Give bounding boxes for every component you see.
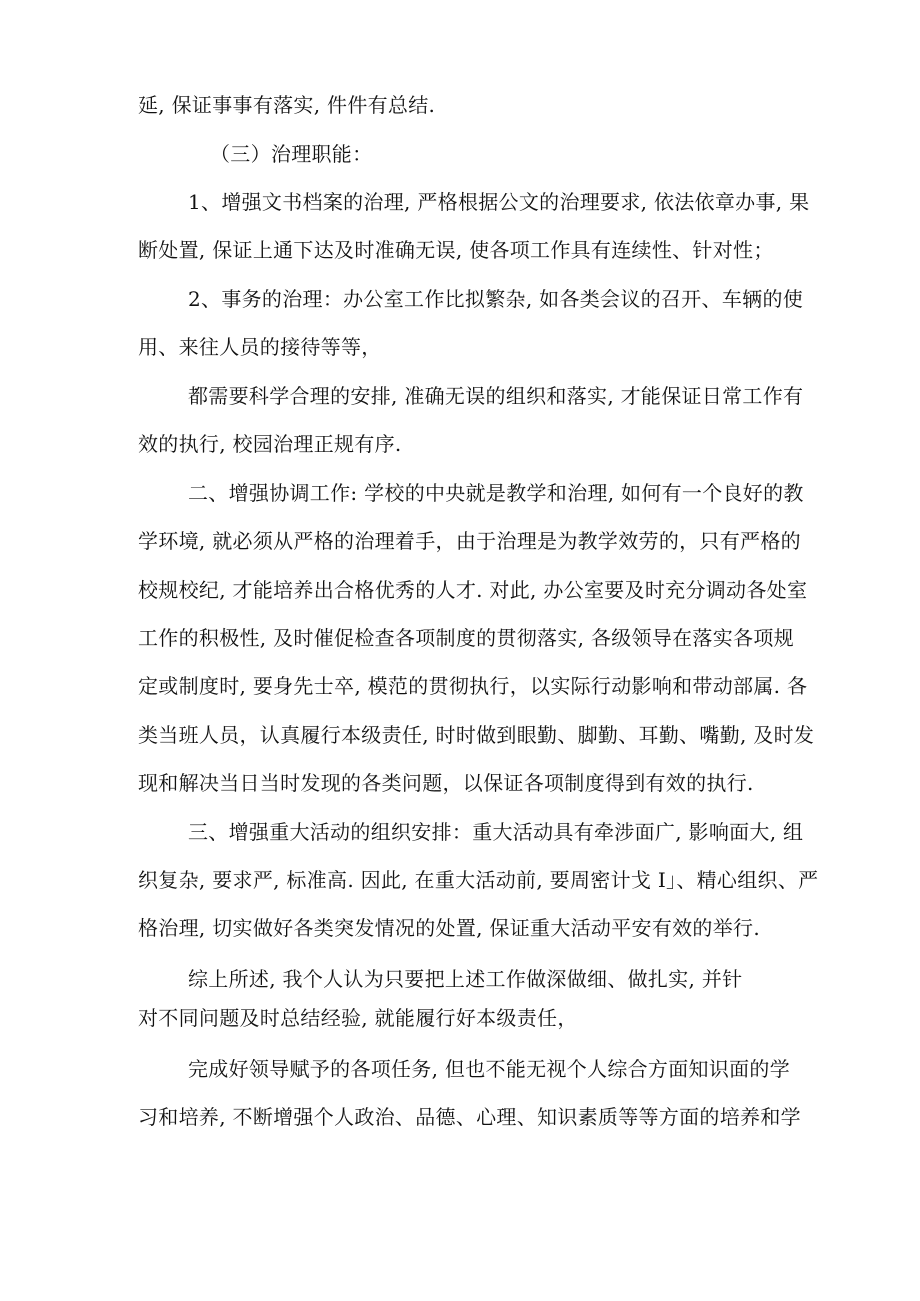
text-line: 现和解决当日当时发现的各类问题，以保证各项制度得到有效的执行.	[138, 771, 754, 795]
text-line: 完成好领导赋予的各项任务, 但也不能无视个人综合方面知识面的学	[188, 1057, 791, 1081]
text-line: 三、增强重大活动的组织安排：重大活动具有牵涉面广, 影响面大, 组	[188, 820, 804, 844]
text-line: 效的执行, 校园治理正规有序.	[138, 432, 402, 456]
text-line: 类当班人员，认真履行本级责任, 时时做到眼勤、脚勤、耳勤、嘴勤, 及时发	[138, 723, 815, 747]
text-line: 校规校纪, 才能培养出合格优秀的人才. 对此, 办公室要及时充分调动各处室	[138, 578, 808, 602]
text-line: 用、来往人员的接待等等，	[138, 335, 382, 359]
text-line: 断处置, 保证上通下达及时准确无误, 使各项工作具有连续性、针对性；	[138, 238, 774, 262]
text-line: 2、事务的治理：办公室工作比拟繁杂, 如各类会议的召开、车辆的使	[188, 287, 804, 311]
text-line: 对不同问题及时总结经验, 就能履行好本级责任，	[138, 1006, 578, 1030]
text-line: 学环境, 就必须从严格的治理着手，由于治理是为教学效劳的，只有严格的	[138, 529, 801, 553]
text-line: 延, 保证事事有落实, 件件有总结.	[138, 93, 436, 117]
section-heading: （三）治理职能：	[210, 142, 373, 166]
text-line: 工作的积极性, 及时催促检查各项制度的贯彻落实, 各级领导在落实各项规	[138, 626, 794, 650]
text-line: 1、增强文书档案的治理, 严格根据公文的治理要求, 依法依章办事, 果	[188, 190, 810, 214]
text-line: 二、增强协调工作: 学校的中央就是教学和治理, 如何有一个良好的教	[188, 481, 804, 505]
text-line: 综上所述, 我个人认为只要把上述工作做深做细、做扎实, 并针	[188, 967, 743, 991]
text-line: 习和培养, 不断增强个人政治、品德、心理、知识素质等等方面的培养和学	[138, 1105, 801, 1129]
text-line: 定或制度时, 要身先士卒, 模范的贯彻执行，以实际行动影响和带动部属. 各	[138, 674, 808, 698]
text-line: 都需要科学合理的安排, 准确无误的组织和落实, 才能保证日常工作有	[188, 384, 804, 408]
text-line: 织复杂, 要求严, 标准高. 因此, 在重大活动前, 要周密计戈 I」、精心组织、严	[138, 868, 819, 892]
text-line: 格治理, 切实做好各类突发情况的处置, 保证重大活动平安有效的举行.	[138, 916, 760, 940]
